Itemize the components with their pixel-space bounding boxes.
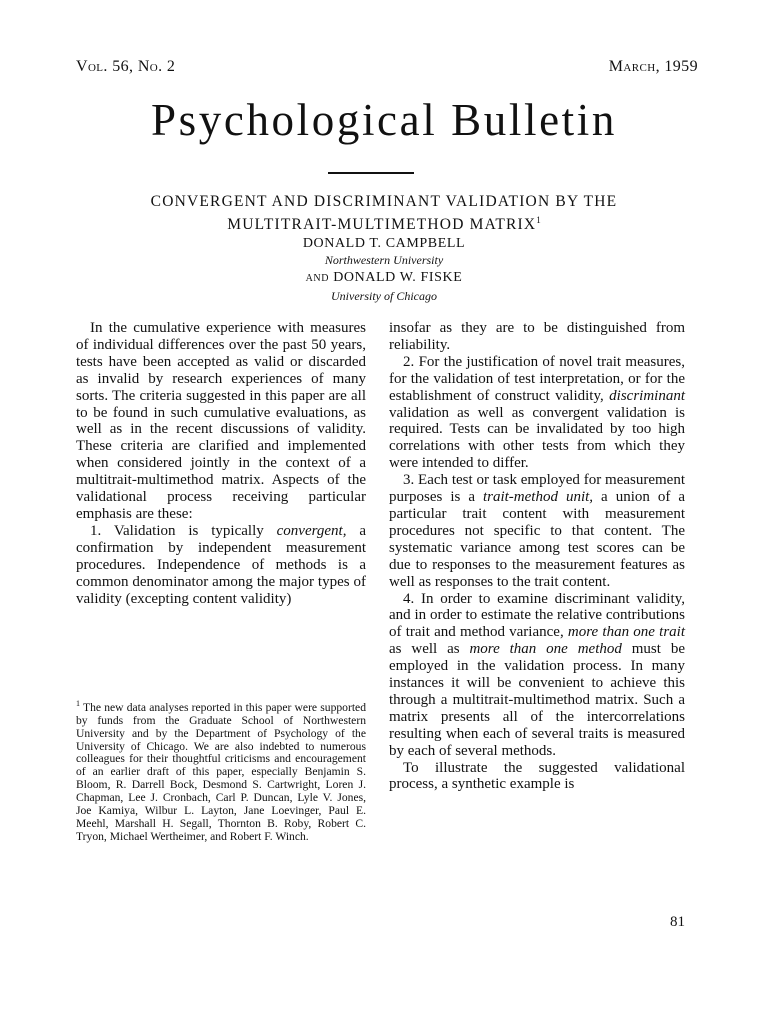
paragraph: 1. Validation is typically convergent, a confirmation by independent measurement procedures. Independence of methods is a common denominator among the major types of validity (excepting content validity) <box>76 522 366 607</box>
issue-date: March, 1959 <box>608 58 698 75</box>
running-header <box>76 58 698 80</box>
title-rule <box>328 172 414 174</box>
page-number: 81 <box>670 914 685 930</box>
journal-title: Psychological Bulletin <box>151 95 617 145</box>
paragraph: In the cumulative experience with measures of individual differences over the past 50 years, tests have been accepted as valid or discarded as invalid by research experiences of many sorts. The criteria suggested in this paper are all to be found in such cumulative evaluations, as well as in the recent discussions of validity. These criteria are clarified and implemented when considered jointly in the context of a multitrait-multimethod matrix. Aspects of the validational process receiving particular emphasis are these: <box>76 320 366 522</box>
right-column <box>389 320 685 793</box>
left-column <box>76 320 366 607</box>
author-2-line <box>0 270 768 286</box>
article-title-line-1: CONVERGENT AND DISCRIMINANT VALIDATION BY THE <box>150 193 618 210</box>
title-footnote-mark: 1 <box>536 215 541 225</box>
paragraph: insofar as they are to be distinguished from reliability. <box>389 320 685 353</box>
author-1: DONALD T. CAMPBELL <box>302 236 466 251</box>
affiliation-2: University of Chicago <box>331 289 437 303</box>
paragraph: 4. In order to examine discriminant validity, and in order to estimate the relative contributions of trait and method variance, more than one trait as well as more than one method must be employed in the validation process. In many instances it will be convenient to achieve this through a multitrait-multimethod matrix. Such a matrix presents all of the intercorrelations resulting when each of several traits is measured by each of several methods. <box>389 590 685 759</box>
article-title-line-2: MULTITRAIT-MULTIMETHOD MATRIX$^1$ <box>227 215 541 234</box>
author-2: DONALD W. FISKE <box>333 270 463 285</box>
footnote-text: The new data analyses reported in this paper were supported by funds from the Graduate School of Northwestern University and by the Department of Psychology of the University of Chicago. We are also indebted to numerous colleagues for their thoughtful criticisms and encouragement of an earlier draft of this paper, especially Benjamin S. Bloom, R. Darrell Bock, Desmond S. Cartwright, Loren J. Chapman, Lee J. Cronbach, Carl P. Duncan, Lyle V. Jones, Joe Kamiya, Wilbur L. Layton, Jane Loevinger, Paul E. Meehl, Marshall H. Segall, Thornton B. Roby, Robert C. Tryon, Michael Wertheimer, and Robert F. Winch. <box>76 700 366 843</box>
paragraph: 2. For the justification of novel trait measures, for the validation of test interpretation, or for the establishment of construct validity, discriminant validation as well as convergent validation is required. Tests can be invalidated by too high correlations with other tests from which they were intended to differ. <box>389 353 685 472</box>
affiliation-1: Northwestern University <box>324 253 444 267</box>
volume-number: Vol. 56, No. 2 <box>76 58 176 75</box>
article-title <box>60 193 708 234</box>
footnote <box>76 698 366 844</box>
paragraph: 3. Each test or task employed for measurement purposes is a trait-method unit, a union of a particular trait content with measurement procedures not specific to that content. The systematic variance among test scores can be due to responses to the measurement features as well as responses to the trait content. <box>389 472 685 590</box>
footnote-mark: 1 <box>76 699 80 708</box>
paragraph: To illustrate the suggested validational process, a synthetic example is <box>389 759 685 793</box>
and-word: and <box>305 270 330 285</box>
